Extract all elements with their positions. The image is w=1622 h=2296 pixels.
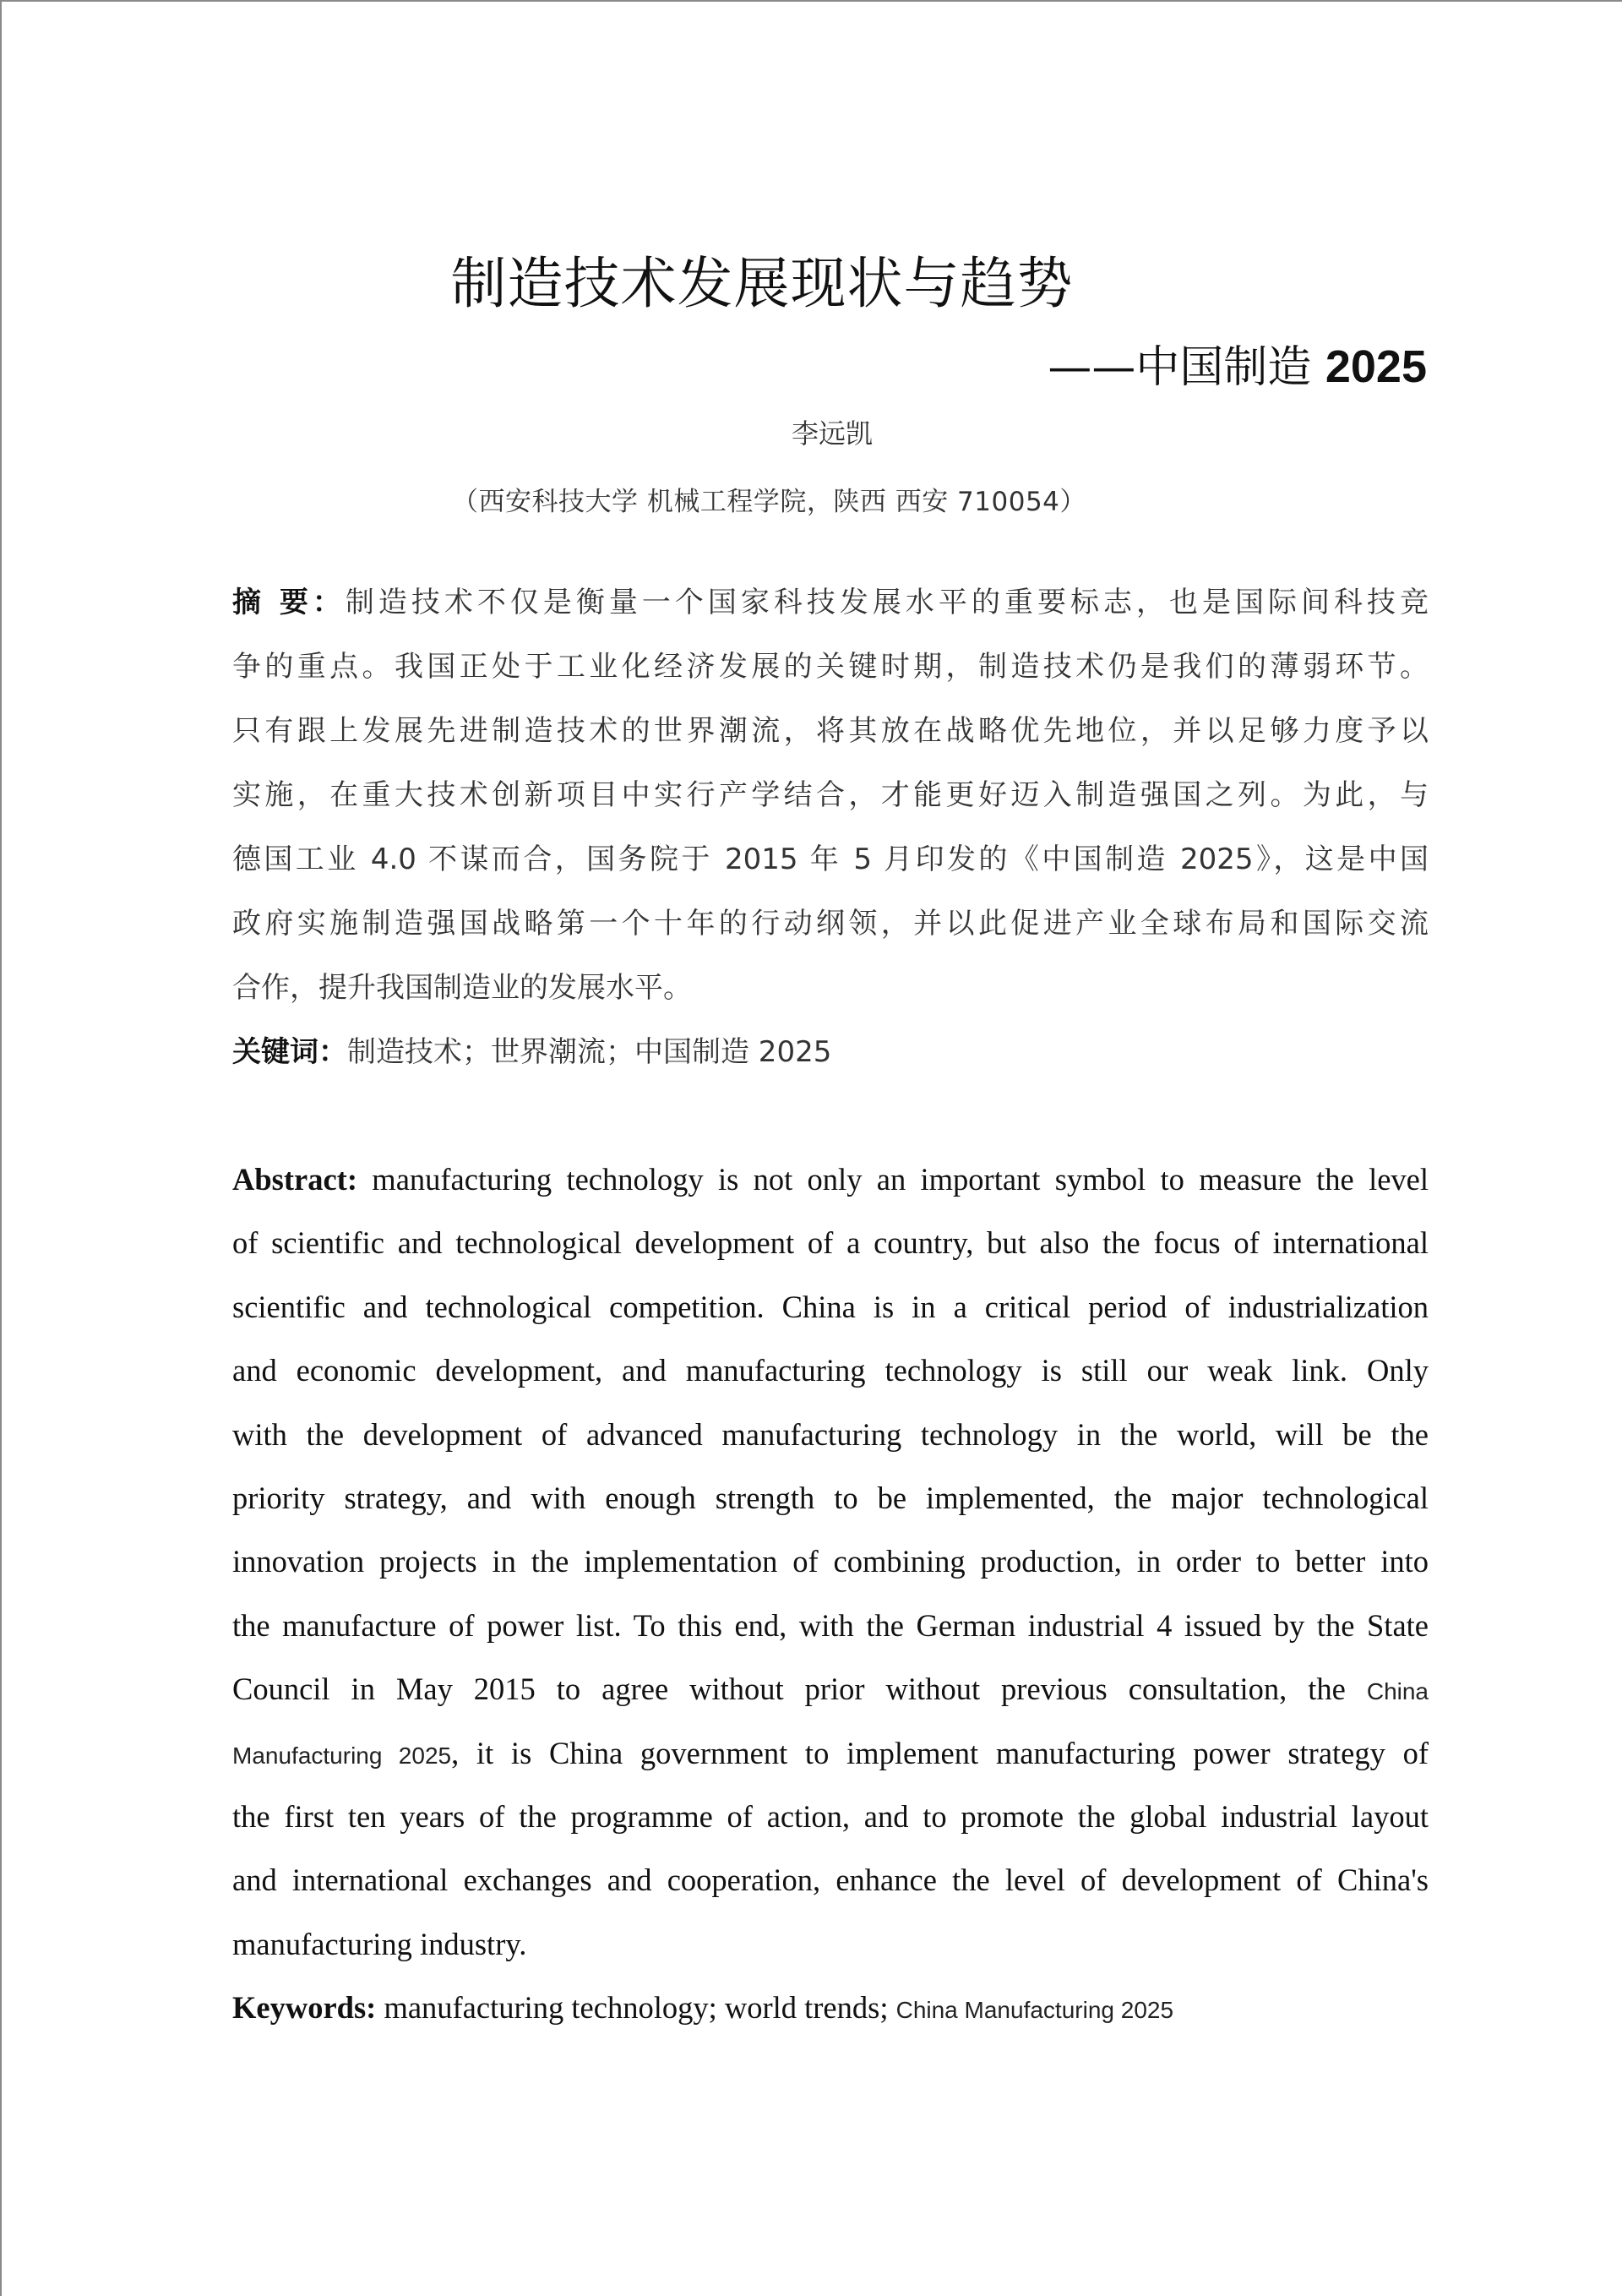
keywords-cn-label: 关键词： [232, 1035, 347, 1069]
abstract-en-line: and economic development, and manufacturing technology is still our weak link. Only [232, 1353, 1429, 1388]
affiliation: （西安科技大学 机械工程学院，陕西 西安 710054） [452, 487, 1086, 517]
abstract-en-manufacturing-2025: Manufacturing 2025 [232, 1742, 452, 1769]
keywords-en-sans: China Manufacturing 2025 [895, 1997, 1174, 2024]
abstract-en-line: with the development of advanced manufacturing technology in the world, will be the [232, 1416, 1429, 1452]
abstract-cn-line: 只有跟上发展先进制造技术的世界潮流，将其放在战略优先地位，并以足够力度予以 [232, 714, 1429, 748]
abstract-en-text: manufacturing technology is not only an important symbol to measure the level [372, 1162, 1429, 1197]
page-border-top [0, 0, 1622, 2]
keywords-en [232, 1976, 1429, 2039]
keywords-en-label: Keywords: [232, 1990, 377, 2026]
abstract-en-line: and international exchanges and cooperation, enhance the level of development of China's [232, 1862, 1429, 1898]
abstract-en-line: priority strategy, and with enough strength to be implemented, the major technological [232, 1480, 1429, 1515]
abstract-en-line [232, 1721, 1429, 1785]
abstract-en-line: scientific and technological competition. China is in a critical period of industrialization [232, 1289, 1429, 1324]
subtitle-dash: —— [1048, 342, 1136, 393]
paper-title [0, 238, 1622, 319]
abstract-en-line: the first ten years of the programme of action, and to promote the global industrial layout [232, 1798, 1429, 1834]
abstract-en-line [232, 1148, 1429, 1211]
keywords-cn-text: 制造技术；世界潮流；中国制造 2025 [347, 1035, 832, 1069]
paper-title-text: 制造技术发展现状与趋势 [450, 251, 1074, 316]
abstract-en-text: Council in May 2015 to agree without prior without previous consultation, the [232, 1672, 1346, 1707]
abstract-cn-label: 摘 要： [232, 586, 346, 619]
abstract-en-line [232, 1657, 1429, 1721]
abstract-en-label: Abstract: [232, 1162, 357, 1197]
page-border-left [0, 0, 2, 2296]
abstract-cn [232, 570, 1429, 1084]
abstract-cn-line: 德国工业 4.0 不谋而合，国务院于 2015 年 5 月印发的《中国制造 2025》，这是中国 [232, 843, 1429, 876]
abstract-en-line: manufacturing industry. [232, 1926, 527, 1961]
subtitle-number: 2025 [1325, 341, 1427, 392]
author-name: 李远凯 [791, 417, 873, 450]
abstract-en [232, 1148, 1429, 2039]
abstract-cn-line: 政府实施制造强国战略第一个十年的行动纲领，并以此促进产业全球布局和国际交流 [232, 907, 1429, 941]
abstract-en-china: China [1366, 1678, 1429, 1705]
author [0, 412, 1622, 451]
keywords-cn [232, 1020, 1429, 1084]
abstract-cn-text: 制造技术不仅是衡量一个国家科技发展水平的重要标志，也是国际间科技竞 [345, 586, 1429, 619]
abstract-en-line: the manufacture of power list. To this end, with the German industrial 4 issued by the State [232, 1607, 1429, 1643]
abstract-cn-line: 合作，提升我国制造业的发展水平。 [232, 971, 692, 1005]
abstract-cn-line: 争的重点。我国正处于工业化经济发展的关键时期，制造技术仍是我们的薄弱环节。 [232, 650, 1429, 684]
keywords-en-text: manufacturing technology; world trends; [384, 1990, 889, 2026]
subtitle-text: 中国制造 [1135, 342, 1312, 393]
abstract-en-line: of scientific and technological development of a country, but also the focus of international [232, 1225, 1429, 1261]
abstract-cn-line [232, 570, 1429, 635]
abstract-en-line: innovation projects in the implementation of combining production, in order to better into [232, 1544, 1429, 1579]
abstract-cn-line: 实施，在重大技术创新项目中实行产学结合，才能更好迈入制造强国之列。为此，与 [232, 778, 1429, 812]
paper-subtitle [1048, 331, 1427, 395]
abstract-en-text: , it is China government to implement manufacturing power strategy of [451, 1735, 1429, 1770]
